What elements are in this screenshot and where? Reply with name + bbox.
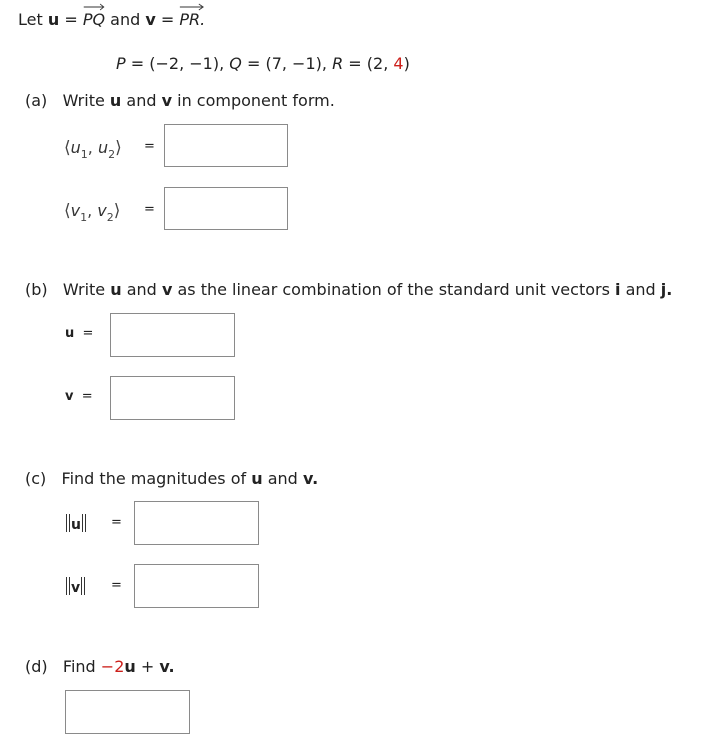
norm-bar [81, 577, 82, 595]
part-c-prompt-pre: Find the magnitudes of [61, 469, 247, 488]
intro-line [18, 10, 205, 29]
norm-bar [69, 514, 70, 532]
part-c-row2-lhs [65, 577, 86, 596]
u2-sub: 2 [108, 148, 116, 161]
part-a-v: v [161, 91, 173, 110]
norm-bar [84, 577, 85, 595]
part-a-prompt-post: in component form. [177, 91, 335, 110]
part-a-row1-lhs: $⟨u_1$, $u_2⟩$ [64, 138, 122, 161]
part-b-row1-lhs [65, 326, 93, 341]
part-a-u: u [109, 91, 122, 110]
part-b-and2: and [625, 280, 656, 299]
angle-open: ⟨ [64, 138, 71, 158]
part-a-and: and [126, 91, 157, 110]
vector-arrow-icon [179, 3, 205, 11]
point-q-coords-post: −1), [292, 54, 327, 73]
intro-let: Let [18, 10, 43, 29]
u2-var: u [97, 138, 109, 157]
part-c-heading [25, 469, 318, 488]
points-eq-q: = [246, 54, 261, 73]
part-b-i: i [615, 280, 621, 299]
part-b-j: j. [660, 280, 673, 299]
norm-bar [82, 514, 83, 532]
part-b-row1-eq: = [82, 326, 94, 341]
part-b-u: u [110, 280, 122, 299]
point-p-name: P [116, 54, 126, 73]
intro-and: and [110, 10, 141, 29]
norm-bar [66, 577, 67, 595]
part-b-and: and [126, 280, 157, 299]
part-b-heading [25, 280, 672, 299]
point-r-coords-red: 4 [393, 54, 404, 73]
part-d-label: (d) [25, 657, 48, 676]
part-c-v-magnitude-input[interactable] [134, 564, 259, 608]
v1-var: v [70, 201, 81, 220]
points-eq-p: = [130, 54, 145, 73]
part-a-prompt-pre: Write [62, 91, 105, 110]
part-d-heading [25, 657, 175, 676]
angle-open: ⟨ [64, 201, 71, 221]
part-c-row1-eq: = [111, 515, 122, 530]
intro-eq2: = [160, 10, 175, 29]
part-b-u-combination-input[interactable] [110, 313, 235, 357]
vector-pr [179, 10, 205, 29]
vector-pq [83, 10, 105, 29]
part-c-row1-lhs [65, 514, 87, 533]
part-a-u-components-input[interactable] [164, 124, 288, 167]
part-c-label: (c) [25, 469, 47, 488]
part-d-plus: + [140, 657, 155, 676]
part-a-label: (a) [25, 91, 48, 110]
part-c-and: and [267, 469, 298, 488]
point-r-coords-pre: (2, [366, 54, 394, 73]
point-r-coords [367, 54, 410, 73]
part-a-row1-eq: = [144, 139, 155, 154]
part-c-row2-eq: = [111, 578, 122, 593]
part-d-coef: −2 [100, 657, 125, 676]
part-b-row2-v: v [65, 389, 74, 404]
part-b-label: (b) [25, 280, 48, 299]
intro-v: v [145, 10, 156, 29]
v2-sub: 2 [106, 211, 114, 224]
points-eq-r: = [348, 54, 362, 73]
point-q-name: Q [229, 54, 242, 73]
u1-var: u [70, 138, 81, 157]
vector-arrow-icon [83, 3, 105, 11]
v1-sub: 1 [80, 211, 88, 224]
point-p-coords: (−2, −1), [149, 54, 225, 73]
u1-sub: 1 [80, 148, 88, 161]
norm-bar [66, 514, 67, 532]
part-a-heading [25, 91, 335, 110]
part-b-prompt-mid: as the linear combination of the standard unit vectors [177, 280, 610, 299]
part-c-u-magnitude-input[interactable] [134, 501, 259, 545]
part-d-u: u [124, 657, 136, 676]
norm-bar [69, 577, 70, 595]
part-d-v: v. [159, 657, 175, 676]
norm-bar [85, 514, 86, 532]
part-b-v-combination-input[interactable] [110, 376, 235, 420]
part-c-row1-u: u [71, 517, 81, 533]
part-b-row1-u: u [65, 326, 75, 341]
point-q-coords-pre: (7, [265, 54, 293, 73]
angle-close: ⟩ [115, 138, 122, 158]
vector-pq-label: PQ [82, 10, 106, 29]
point-r-name: R [332, 54, 344, 73]
part-b-prompt-pre: Write [62, 280, 106, 299]
intro-u: u [47, 10, 60, 29]
intro-eq1: = [64, 10, 78, 29]
part-c-u: u [251, 469, 263, 488]
vector-pr-label: PR. [179, 10, 206, 29]
part-c-row2-v: v [71, 580, 81, 596]
part-a-v-components-input[interactable] [164, 187, 288, 230]
part-a-row2-lhs: $⟨v_1$, $v_2⟩$ [64, 201, 121, 224]
part-b-row2-lhs [65, 389, 93, 404]
part-b-row2-eq: = [81, 389, 93, 404]
points-line [116, 54, 410, 73]
part-a-row2-eq: = [144, 202, 155, 217]
point-r-coords-post: ) [403, 54, 410, 73]
part-c-v: v. [302, 469, 319, 488]
v2-var: v [97, 201, 107, 220]
point-q-coords [265, 54, 327, 73]
part-d-prompt-pre: Find [62, 657, 96, 676]
part-b-v: v [161, 280, 173, 299]
angle-close: ⟩ [113, 201, 121, 221]
part-d-result-input[interactable] [65, 690, 190, 734]
